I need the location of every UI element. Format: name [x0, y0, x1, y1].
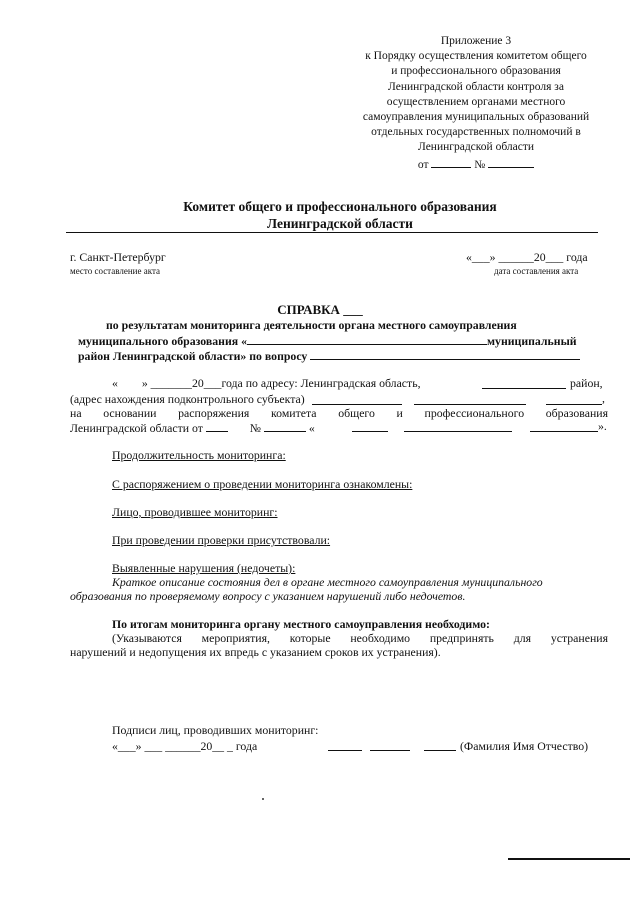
appendix-line: Приложение 3: [440, 35, 512, 47]
present-label: При проведении проверки присутствовали:: [112, 533, 331, 547]
document-heading: СПРАВКА ___: [277, 302, 363, 317]
body-line-1-text: » _______20___года по адресу: Ленинградская область,: [141, 376, 421, 390]
results-desc-1: (Указываются мероприятия, которые необходимо предпринять для устранения: [112, 631, 608, 645]
city: г. Санкт-Петербург: [70, 250, 166, 264]
committee-line-2: Ленинградской области: [267, 216, 413, 231]
body-line-4-text: Ленинградской области от: [70, 421, 203, 435]
signatures-fio: (Фамилия Имя Отчество): [460, 739, 589, 753]
order-title-blank-1: [352, 431, 388, 432]
duration-label: Продолжительность мониторинга:: [112, 448, 286, 462]
signature-blank-1: [328, 750, 362, 751]
address-blank-1: [312, 404, 402, 405]
appendix-line: отдельных государственных полномочий в: [371, 126, 581, 139]
violations-desc-1: Краткое описание состояния дел в органе местного самоуправления муниципального: [112, 575, 543, 589]
order-number-blank: [264, 420, 306, 432]
title-line-2-start: муниципального образования «: [78, 334, 248, 348]
act-date-caption: дата составления акта: [494, 266, 579, 276]
appendix-line: и профессионального образования: [391, 65, 561, 78]
signatures-date: «___» ___ ______20__ _ года: [112, 739, 258, 753]
appendix-line: Ленинградской области: [417, 141, 535, 154]
signatures-label: Подписи лиц, проводивших мониторинг:: [112, 723, 319, 737]
body-line-2: (адрес нахождения подконтрольного субъекта): [70, 392, 305, 406]
signature-blank-2: [370, 750, 410, 751]
address-blank-2: [414, 404, 526, 405]
body-line-3: на основании распоряжения комитета общего и профессионального образования: [70, 406, 608, 420]
title-line-3-text: район Ленинградской области» по вопросу: [78, 349, 308, 363]
quote-close: ».: [598, 419, 607, 433]
conductor-label: Лицо, проводившее мониторинг:: [112, 505, 278, 519]
order-title-blank-2: [404, 431, 512, 432]
body-line-1: [112, 376, 421, 391]
title-line-2: [78, 333, 577, 349]
order-date-blank: [206, 420, 228, 432]
body-line-1-end: район,: [570, 376, 603, 390]
appendix-line: Ленинградской области контроля за: [388, 80, 564, 93]
municipality-blank: [247, 333, 487, 345]
appendix-number-sign: №: [474, 158, 486, 171]
committee-underline: [66, 232, 598, 233]
comma: ,: [602, 391, 605, 405]
order-title-quote: «: [308, 421, 315, 435]
quote-open: «: [112, 376, 118, 390]
appendix-line: самоуправления муниципальных образований: [362, 111, 590, 124]
violations-desc-2: образования по проверяемому вопросу с указанием нарушений либо недочетов.: [70, 589, 466, 603]
order-title-blank-3: [530, 431, 598, 432]
appendix-date-prefix: от: [417, 158, 429, 171]
city-caption: место составление акта: [70, 266, 161, 276]
district-blank: [482, 388, 566, 389]
date-blank: [431, 156, 471, 168]
committee-title: [120, 198, 560, 232]
appendix-date-line: [340, 156, 612, 173]
question-blank: [310, 348, 580, 360]
order-number-sign: №: [249, 421, 262, 435]
address-blank-3: [546, 404, 602, 405]
appendix-line: осуществлением органами местного: [386, 95, 566, 108]
acquainted-label: С распоряжением о проведении мониторинга ознакомлены:: [112, 477, 413, 491]
appendix-block: [340, 34, 612, 173]
bottom-rule: [508, 858, 630, 860]
signature-blank-3: [424, 750, 456, 751]
number-blank: [488, 156, 534, 168]
committee-line-1: Комитет общего и профессионального образования: [183, 199, 497, 214]
appendix-line: к Порядку осуществления комитетом общего: [365, 50, 587, 63]
results-heading: По итогам мониторинга органу местного самоуправления необходимо:: [112, 617, 490, 631]
act-date: «___» ______20___ года: [466, 250, 588, 264]
title-line-2-end: муниципальный: [487, 334, 577, 348]
results-desc-2: нарушений и недопущения их впредь с указанием сроков их устранения).: [70, 645, 441, 659]
body-line-4: [70, 420, 315, 436]
title-line-3: [78, 348, 580, 364]
title-line-1: по результатам мониторинга деятельности органа местного самоуправления: [106, 318, 517, 332]
violations-label: Выявленные нарушения (недочеты):: [112, 561, 296, 575]
scan-dot: [262, 798, 264, 800]
